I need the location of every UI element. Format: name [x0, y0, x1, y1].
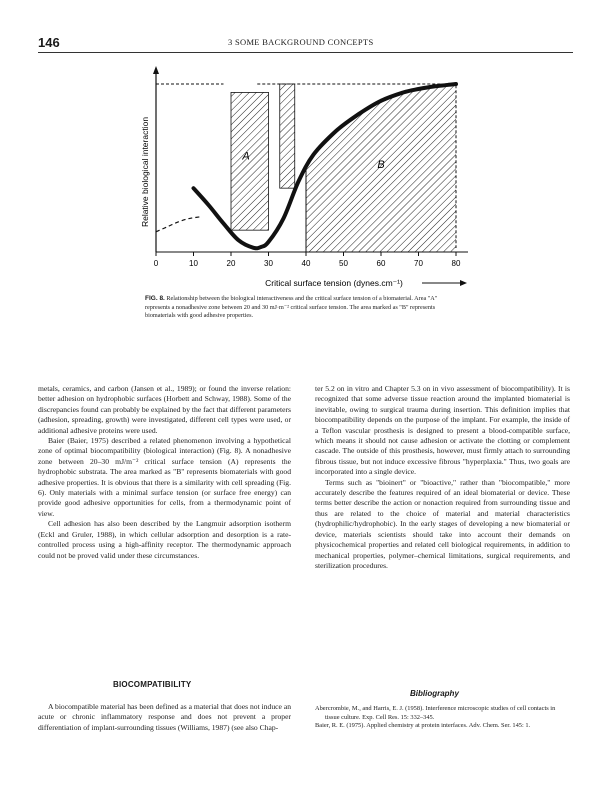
- left-paragraph-2: Baier (Baier, 1975) described a related phenomenon involving a hypothetical zone of optimal biocompatibility (biological interaction) (Fig. 8). A nonadhesive zone between 20–30 mJ/m⁻² critical surface tension (A) represents the hydrophobic substrata. The area marked as "B" represents biomaterials with good adhesive properties. It is obvious that there is a similarity with cell spreading (Fig. 6). Only materials with a minimal surface tension (or surface free energy) can provide good adhesive opportunities for cells, from a thermodynamic point of view.: [38, 436, 291, 518]
- left-column-bottom: [38, 702, 291, 733]
- x-axis-label: Critical surface tension (dynes.cm⁻¹): [265, 278, 403, 288]
- page-number: 146: [38, 35, 60, 50]
- x-tick-label: 60: [376, 259, 386, 268]
- x-tick-label: 10: [189, 259, 198, 268]
- x-tick-label: 0: [153, 259, 159, 268]
- figure-caption: [145, 295, 463, 321]
- left-paragraph-4: A biocompatible material has been defined as a material that does not induce an acute or chronic inflammatory response and does not prevent a proper differentiation of implant-surrounding tissues (Williams, 1987) (see also Chap-: [38, 702, 291, 732]
- left-column: [38, 384, 291, 561]
- chart-regions: [231, 84, 456, 252]
- y-axis-arrow: [153, 66, 159, 74]
- left-paragraph-1: metals, ceramics, and carbon (Jansen et al., 1989); or found the inverse relation: better adhesion on hydrophobic surfaces (Horbett and Schway, 1988). Some of the discrepancies found can probably be explained by the fact that different parameters (adhesion, spreading, growth) were investigated, different cell types were used, or additional adhesive proteins were used.: [38, 384, 291, 435]
- region-label-b: B: [377, 159, 385, 171]
- section-heading: BIOCOMPATIBILITY: [113, 680, 192, 689]
- reference-item: Baier, R. E. (1975). Applied chemistry at protein interfaces. Adv. Chem. Ser. 145: 1.: [315, 722, 531, 730]
- figure-label: FIG. 8.: [145, 295, 165, 302]
- header-rule: [38, 52, 573, 53]
- right-paragraph-2: Terms such as "bioinert" or "bioactive," rather than "biocompatible," more accurately describe the features required of an ideal biomaterial or device. These terms better describe the action or nonaction required from surrounding tissue and thus are related to the choice of material and material characteristics (hydrophilic/hydrophobic). In the early stages of developing a new biomaterial or device, materials scientists should take into account their demands on physicochemical properties and related cell biological requirements, in addition to mechanical properties, polymer–chemical limitations, surgical requirements, and sterilization procedures.: [315, 477, 570, 570]
- x-label-arrowhead: [460, 280, 467, 286]
- x-tick-label: 80: [451, 259, 461, 268]
- x-ticks: [154, 252, 461, 268]
- chart-svg: [138, 62, 478, 294]
- figure-8: [138, 62, 478, 299]
- region-label-a: A: [242, 150, 250, 163]
- x-tick-label: 20: [226, 259, 236, 268]
- right-paragraph-1: ter 5.2 on in vitro and Chapter 5.3 on in vivo assessment of biocompatibility). It is recognized that some adverse tissue reaction around the implanted biomaterial is inevitable, owing to surgical trauma during insertion. This definition implies that biocompatibility depends on the purpose of the implant. For example, the inside of a Teflon vascular prosthesis is designed to present a blood-compatible surface, which means it should not cause adhesion or activate the clotting or complement cascade. The outside of this prosthesis, however, must firmly attach to surrounding fibrous tissue, but not induce excessive fibrous "hyperplaxia." Thus, two goals are incorporated into a single device.: [315, 384, 570, 477]
- x-tick-label: 70: [414, 259, 423, 268]
- x-tick-label: 30: [264, 259, 273, 268]
- left-paragraph-3: Cell adhesion has also been described by the Langmuir adsorption isotherm (Eckl and Gruler, 1988), in which cellular adsorption and desorption is a rate-controlled process using a high-affinity receptor. The thermodynamic approach could not be proved valid under these circumstances.: [38, 519, 291, 560]
- bibliography-heading: Bibliography: [410, 689, 459, 698]
- right-column: [315, 384, 570, 571]
- page-header: [38, 37, 573, 51]
- references: [315, 705, 570, 731]
- figure-caption-text: Relationship between the biological interactiveness and the critical surface tension of a biomaterial. Area "A" represents a nonadhesive zone between 20 and 30 mJ·m⁻² critical surface tension. The area marked as "B" represents biomaterials with good adhesive properties.: [145, 295, 438, 319]
- upper-hatch-strip: [280, 84, 295, 188]
- running-title: 3 SOME BACKGROUND CONCEPTS: [228, 37, 374, 47]
- x-tick-label: 40: [301, 259, 311, 268]
- series-extrapolation-line: [156, 217, 201, 232]
- region-a-hatch: [231, 92, 269, 230]
- x-tick-label: 50: [339, 259, 348, 268]
- reference-item: Abercrombie, M., and Harris, E. J. (1958). Interference microscopic studies of cell contacts in tissue culture. Exp. Cell Res. 15: 332–345.: [315, 705, 556, 721]
- y-axis-label: Relative biological interaction: [140, 116, 150, 228]
